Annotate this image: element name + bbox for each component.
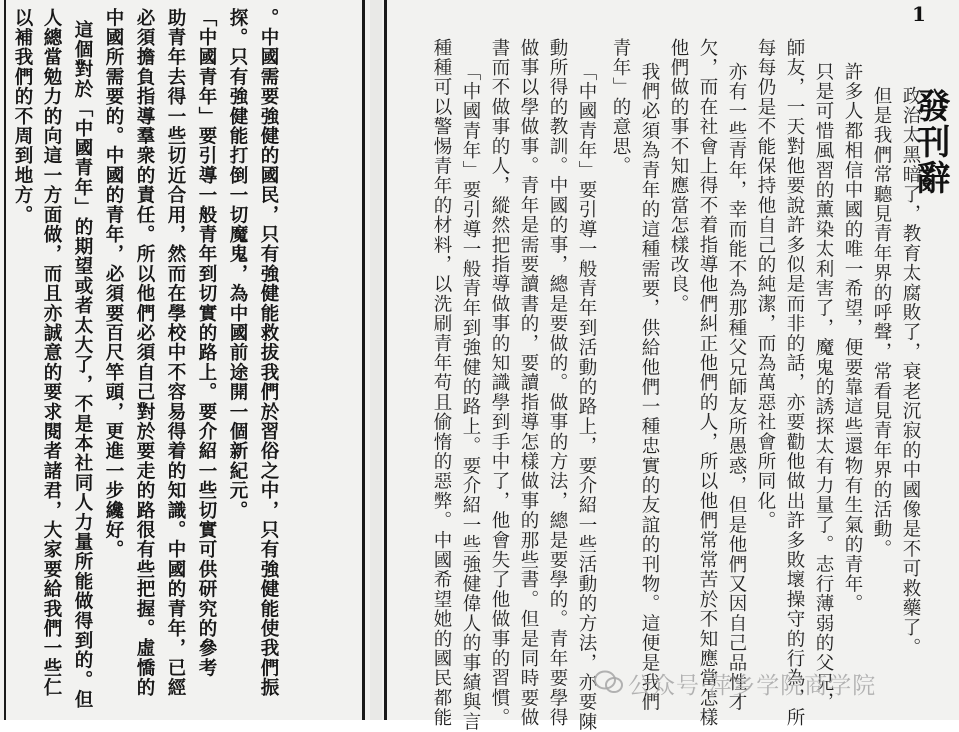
- right-column-14: 做事以學做事。青年是需要讀書的，要讀指導怎樣做事的那些書。但是同時要做: [518, 38, 539, 728]
- right-column-12: 「中國青年」要引導一般青年到活動的路上，要介紹一些活動的方法，亦要陳: [576, 62, 597, 732]
- right-column-16: 「中國青年」要引導一般青年到強健的路上。要介紹一些強健偉人的事績與言: [460, 62, 481, 732]
- left-column-5: 必須擔負指導羣衆的責任。所以他們必須自己對於要走的路很有些把握。虛憍的: [134, 8, 155, 698]
- right-column-15: 書而不做事的人，縱然把指導做事的知識學到手中了，他會失了他做事的習慣。: [489, 38, 510, 728]
- left-page-border-line: [4, 0, 6, 720]
- right-column-11: 青年」的意思。: [610, 38, 631, 176]
- right-column-7: 亦有一些青年，幸而能不為那種父兄師友所愚惑，但是他們又因自己品性才: [726, 62, 747, 713]
- right-column-5: 師友，一天對他要說許多似是而非的話，亦要勸他做出許多敗壞操守的行為，所: [784, 38, 805, 728]
- right-column-2: 但是我們常聽見青年界的呼聲，常看見青年界的活動。: [871, 86, 892, 559]
- left-page: [0, 0, 370, 720]
- page-title: 發刊辭: [910, 88, 950, 196]
- right-column-6: 每每仍是不能保持他自己的純潔，而為萬惡社會所同化。: [755, 38, 776, 531]
- left-column-1: 。中國需要強健的國民，只有強健能救拔我們於習俗之中，只有強健能使我們振: [258, 8, 279, 698]
- left-column-6: 中國所需要的。中國的青年，必須要百尺竿頭，更進一步纔好。: [103, 8, 124, 560]
- left-column-8: 人總當勉力的向這一方面做，而且亦誠意的要求閱者諸君，大家要給我們一些仁: [41, 8, 62, 698]
- page-gutter: [370, 0, 382, 720]
- right-column-9: 他們做的事不知應當怎樣改良。: [668, 38, 689, 314]
- left-page-edge-line: [362, 0, 365, 720]
- left-column-3: 「中國青年」要引導一般青年到切實的路上。要介紹一些切實可供研究的參考: [196, 8, 217, 678]
- right-column-4: 只是可惜風習的薰染太利害了，魔鬼的誘探太有力量了。志行薄弱的父兄，: [813, 62, 834, 713]
- left-column-4: 助青年去得一些切近合用，然而在學校中不容易得着的知識。中國的青年，已經: [165, 8, 186, 698]
- page-number: 1: [912, 2, 926, 26]
- wechat-icon: [594, 669, 624, 695]
- right-page-edge-line: [384, 0, 387, 720]
- left-column-7: 這個對於「中國青年」的期望或者太大了，不是本社同人力量所能做得到的。但: [72, 20, 93, 710]
- right-column-13: 動所得的教訓。中國的事，總是要做的。做事的方法，總是要學的。青年要學得: [547, 38, 568, 728]
- right-column-10: 我們必須為青年的這種需要，供給他們一種忠實的友誼的刊物。這便是我們: [639, 62, 660, 713]
- watermark-text: 公众号·萍乡学院商学院: [628, 673, 877, 699]
- right-column-1: 政治太黑暗了，教育太腐敗了，衰老沉寂的中國像是不可救藥了。: [900, 86, 921, 658]
- right-column-8: 欠，而在社會上得不着指導他們糾正他們的人，所以他們常常苦於不知應當怎樣: [697, 38, 718, 728]
- left-column-2: 探。只有強健能打倒一切魔鬼，為中國前途開一個新紀元。: [227, 8, 248, 521]
- right-column-17: 種種可以警惕青年的材料，以洗刷青年苟且偷惰的惡弊。中國希望她的國民都能: [431, 38, 452, 728]
- left-column-9: 以補我們的不周到地方。: [12, 8, 33, 225]
- right-column-3: 許多人都相信中國的唯一希望，便要靠這些還物有生氣的青年。: [842, 62, 863, 614]
